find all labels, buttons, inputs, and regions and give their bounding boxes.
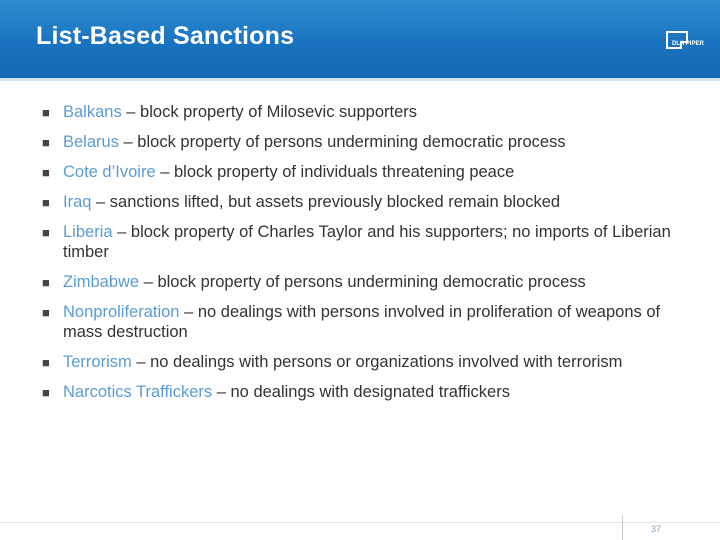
bullet-text: – block property of Charles Taylor and his supporters; no imports of Liberian timber	[63, 223, 671, 261]
square-bullet-icon: ■	[42, 195, 50, 210]
list-item	[42, 222, 682, 262]
bullet-topic: Liberia	[63, 223, 113, 241]
list-item	[42, 192, 682, 212]
square-bullet-icon: ■	[42, 275, 50, 290]
bullet-topic: Iraq	[63, 193, 92, 211]
page-number: 37	[651, 524, 662, 534]
footer-divider	[0, 522, 720, 523]
slide-title: List-Based Sanctions	[36, 22, 295, 50]
square-bullet-icon: ■	[42, 225, 50, 240]
bullet-list	[42, 102, 682, 402]
bullet-text: – block property of Milosevic supporters	[121, 103, 417, 121]
list-item	[42, 352, 682, 372]
list-item	[42, 302, 682, 342]
bullet-text: – block property of persons undermining democratic process	[139, 273, 586, 291]
square-bullet-icon: ■	[42, 355, 50, 370]
square-bullet-icon: ■	[42, 135, 50, 150]
square-bullet-icon: ■	[42, 165, 50, 180]
dla-piper-logo-icon	[664, 30, 690, 50]
footer-separator	[622, 515, 623, 540]
bullet-topic: Cote d’Ivoire	[63, 163, 156, 181]
bullet-text: – no dealings with persons or organizations involved with terrorism	[131, 353, 623, 371]
square-bullet-icon: ■	[42, 105, 50, 120]
list-item	[42, 102, 682, 122]
bullet-text: – block property of individuals threatening peace	[155, 163, 515, 181]
bullet-topic: Balkans	[63, 103, 122, 121]
bullet-topic: Zimbabwe	[63, 273, 140, 291]
bullet-text: – no dealings with designated traffickers	[212, 383, 510, 401]
bullet-topic: Belarus	[63, 133, 119, 151]
list-item	[42, 382, 682, 402]
bullet-topic: Narcotics Traffickers	[63, 383, 213, 401]
bullet-topic: Terrorism	[63, 353, 132, 371]
bullet-text: – sanctions lifted, but assets previously blocked remain blocked	[91, 193, 561, 211]
square-bullet-icon: ■	[42, 305, 50, 320]
header-divider	[0, 78, 720, 81]
square-bullet-icon: ■	[42, 385, 50, 400]
bullet-topic: Nonproliferation	[63, 303, 180, 321]
bullet-text: – block property of persons undermining democratic process	[118, 133, 566, 151]
list-item	[42, 132, 682, 152]
bullet-text: – no dealings with persons involved in proliferation of weapons of mass destruction	[63, 303, 661, 341]
list-item	[42, 272, 682, 292]
logo-text: DLA PIPER	[672, 41, 704, 47]
list-item	[42, 162, 682, 182]
